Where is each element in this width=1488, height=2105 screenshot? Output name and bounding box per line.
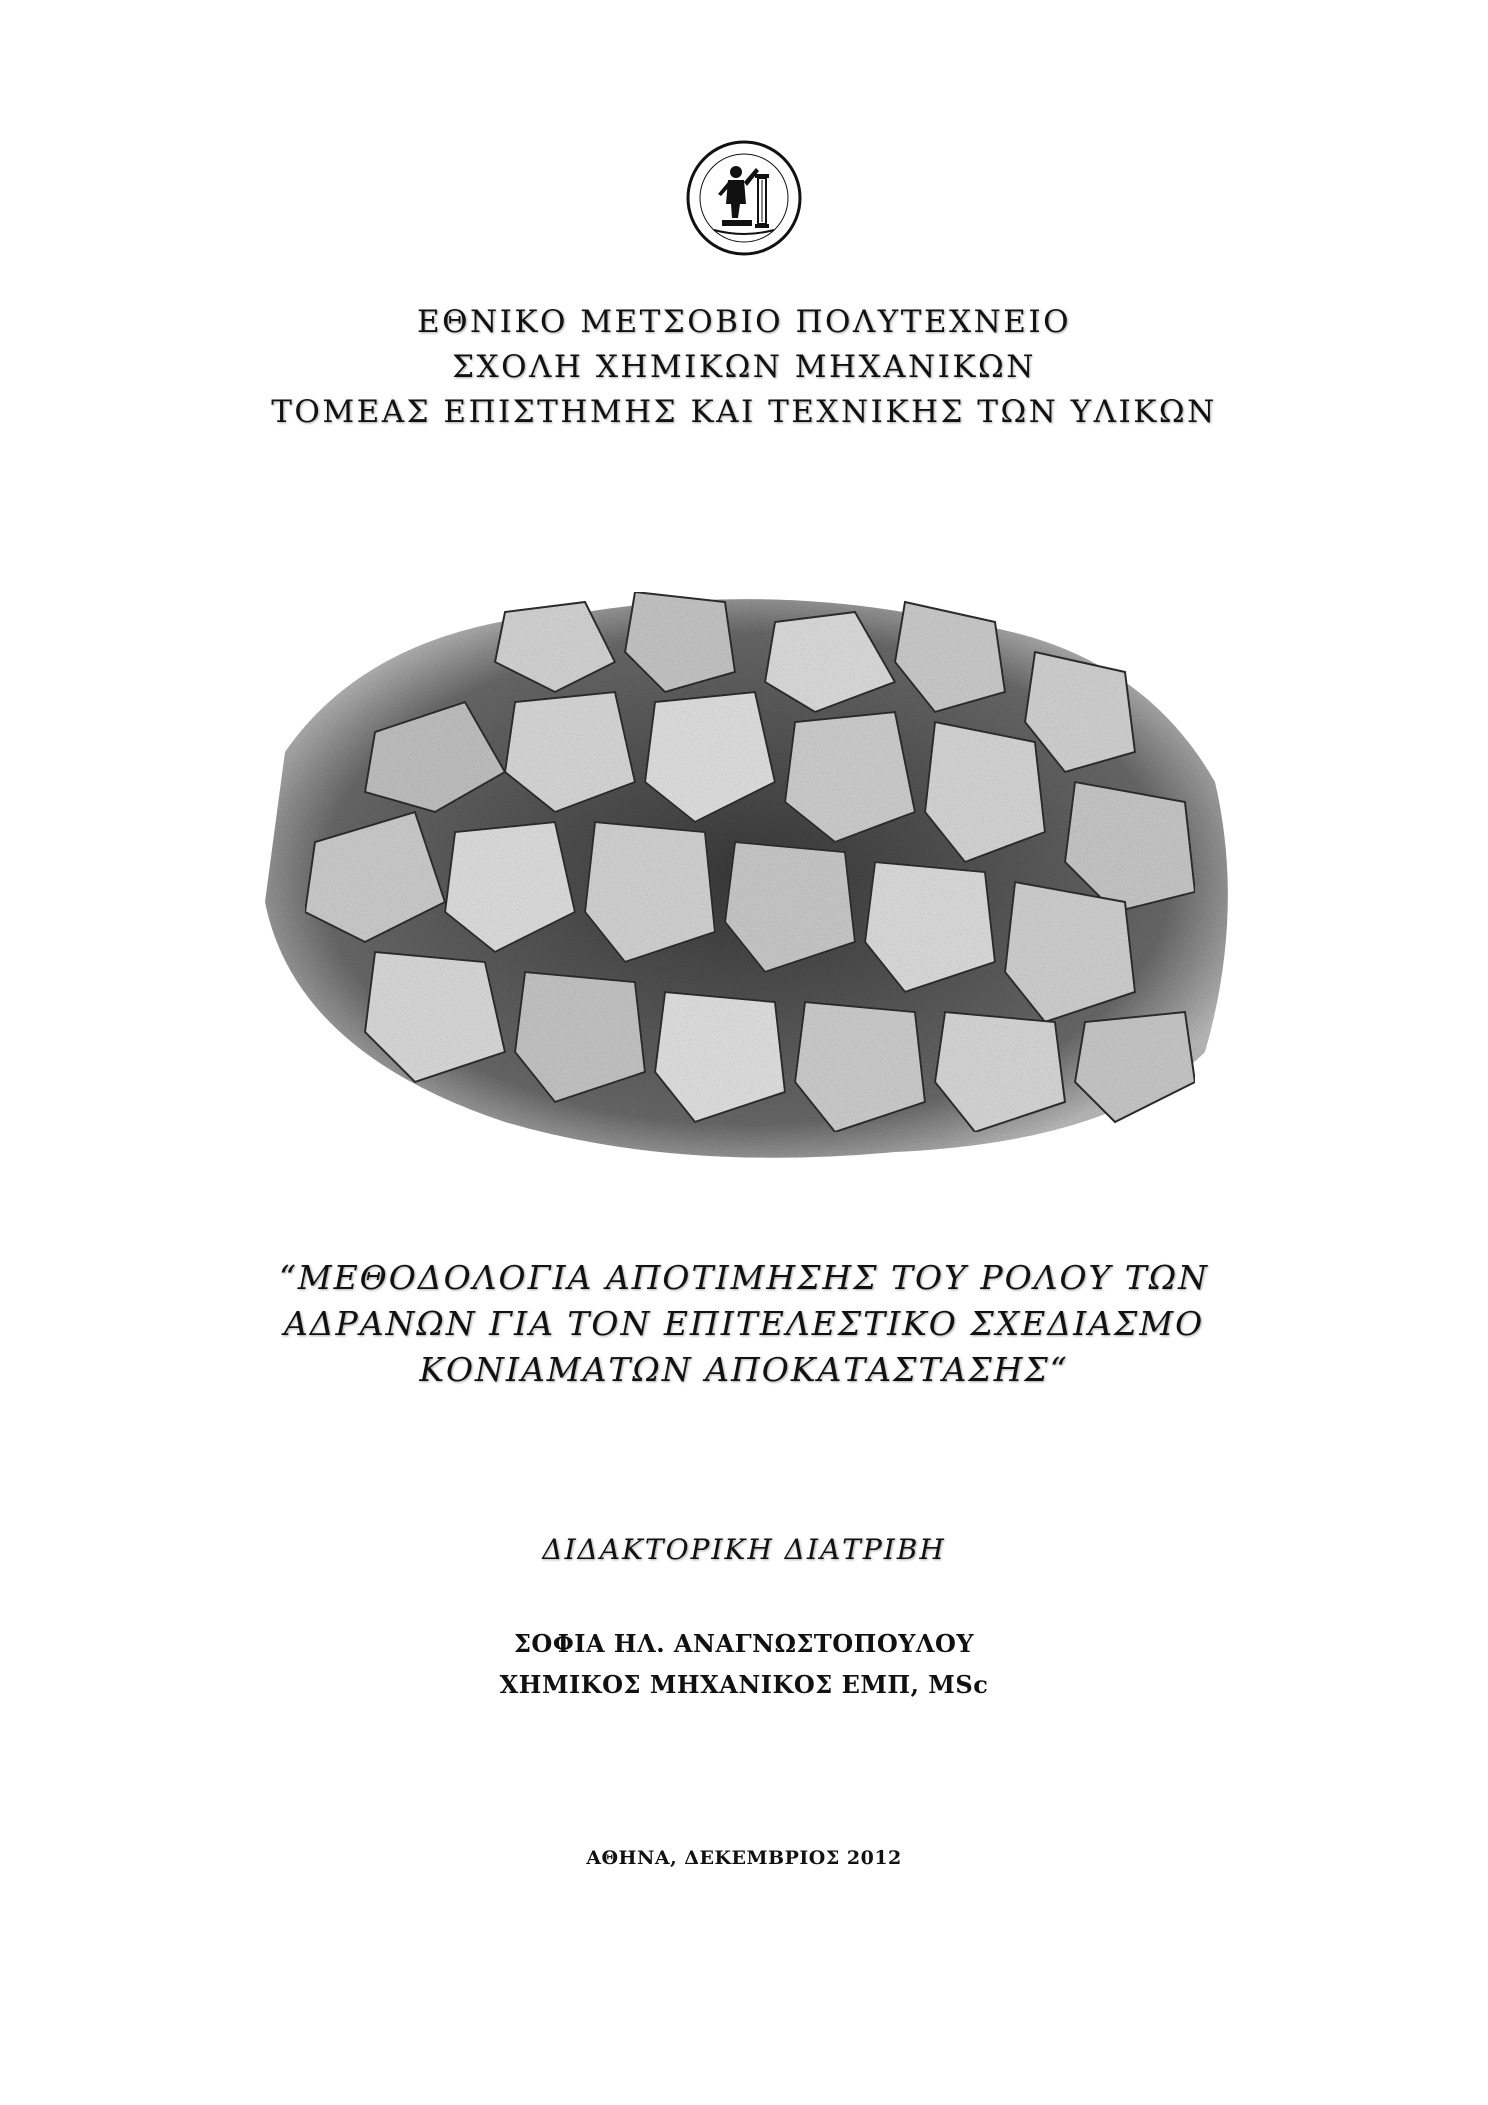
thesis-type: ΔΙΔΑΚΤΟΡΙΚΗ ΔΙΑΤΡΙΒΗ (542, 1533, 946, 1566)
school-name: ΣΧΟΛΗ ΧΗΜΙΚΩΝ ΜΗΧΑΝΙΚΩΝ (452, 349, 1036, 385)
title-line-2: ΑΔΡΑΝΩΝ ΓΙΑ ΤΟΝ ΕΠΙΤΕΛΕΣΤΙΚΟ ΣΧΕΔΙΑΣΜΟ (283, 1304, 1205, 1343)
institution-header (0, 300, 1488, 435)
thesis-title (0, 1255, 1488, 1393)
title-line-1: “ΜΕΘΟΔΟΛΟΓΙΑ ΑΠΟΤΙΜΗΣΗΣ ΤΟΥ ΡΟΛΟΥ ΤΩΝ (278, 1258, 1210, 1297)
place-date: ΑΘΗΝΑ, ΔΕΚΕΜΒΡΙΟΣ 2012 (586, 1847, 902, 1869)
author-block (0, 1623, 1488, 1705)
department-name: ΤΟΜΕΑΣ ΕΠΙΣΤΗΜΗΣ ΚΑΙ ΤΕΧΝΙΚΗΣ ΤΩΝ ΥΛΙΚΩΝ (271, 394, 1217, 430)
university-seal-icon (684, 138, 804, 258)
aggregate-stones-photo (255, 582, 1235, 1167)
university-name: ΕΘΝΙΚΟ ΜΕΤΣΟΒΙΟ ΠΟΛΥΤΕΧΝΕΙΟ (416, 304, 1072, 340)
title-line-3: ΚΟΝΙΑΜΑΤΩΝ ΑΠΟΚΑΤΑΣΤΑΣΗΣ“ (419, 1350, 1069, 1389)
author-credentials: ΧΗΜΙΚΟΣ ΜΗΧΑΝΙΚΟΣ ΕΜΠ, MSc (499, 1670, 989, 1699)
author-name: ΣΟΦΙΑ ΗΛ. ΑΝΑΓΝΩΣΤΟΠΟΥΛΟΥ (513, 1629, 975, 1658)
